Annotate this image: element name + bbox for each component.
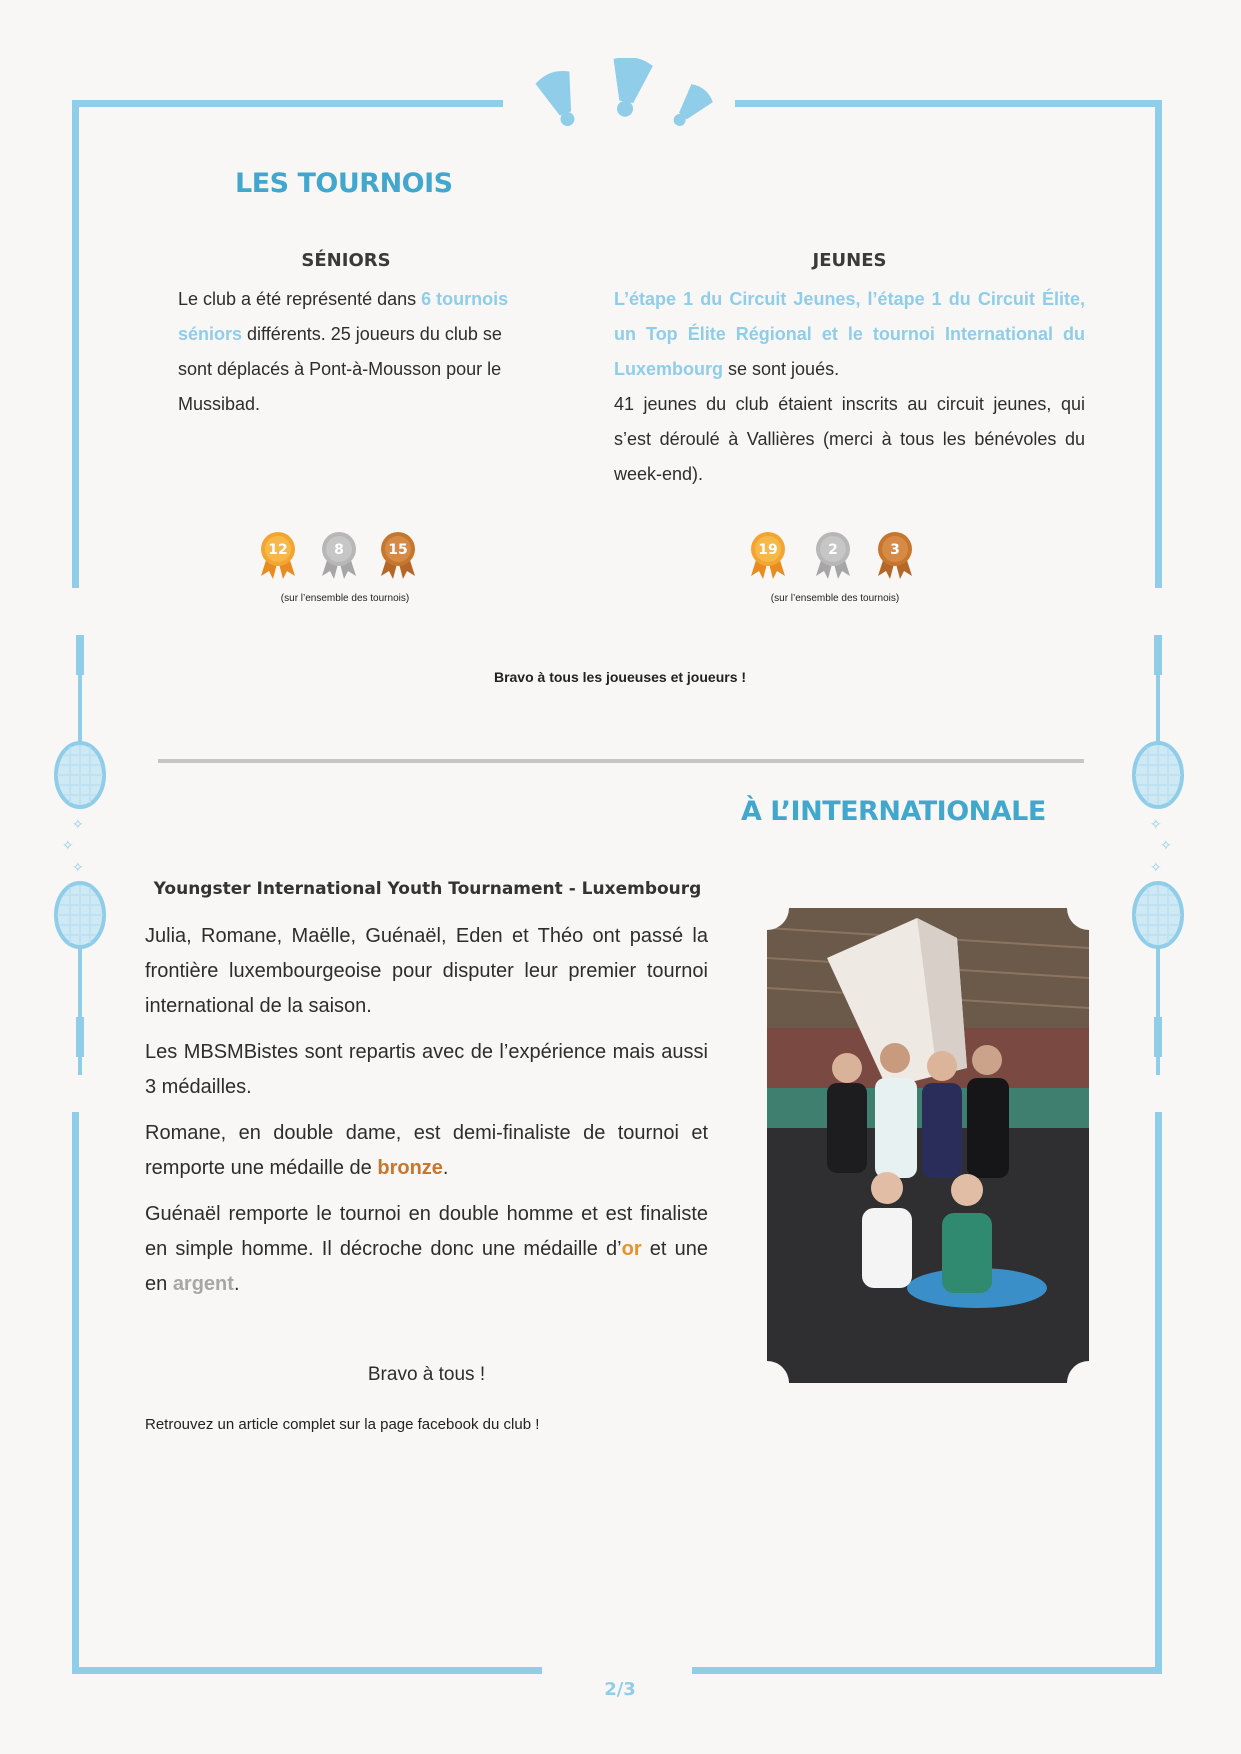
gold-medal-icon xyxy=(255,530,301,580)
svg-text:✧: ✧ xyxy=(1150,860,1162,876)
section-title-internationale: À L’INTERNATIONALE xyxy=(741,796,1046,827)
intl-p4-start: Guénaël remporte le tournoi en double homme et est finaliste en simple homme. Il décroche donc une médaille d’ xyxy=(145,1203,708,1260)
frame-top-left xyxy=(72,100,503,107)
intl-paragraph-3 xyxy=(145,1116,708,1186)
jeunes-medals xyxy=(735,530,935,620)
silver-word: argent xyxy=(172,1273,234,1295)
frame-bottom-left xyxy=(72,1667,542,1674)
seniors-text-start: Le club a été représenté dans xyxy=(178,289,422,309)
intl-p3-end: . xyxy=(442,1157,449,1179)
seniors-heading: SÉNIORS xyxy=(301,250,391,271)
section-divider xyxy=(158,759,1084,763)
left-racket-decoration xyxy=(50,635,110,1075)
seniors-text-highlight: 6 tournois séniors xyxy=(178,289,509,344)
team-photo xyxy=(767,908,1089,1383)
seniors-medals xyxy=(245,530,445,620)
section-title-tournois: LES TOURNOIS xyxy=(235,168,453,199)
frame-bottom-right xyxy=(692,1667,1162,1674)
intl-p4-end: . xyxy=(233,1273,240,1295)
silver-medal-icon xyxy=(810,530,856,580)
intl-paragraph-2: Les MBSMBistes sont repartis avec de l’expérience mais aussi 3 médailles. xyxy=(145,1041,708,1098)
seniors-text xyxy=(178,282,514,422)
tournament-subtitle: Youngster International Youth Tournament - Luxembourg xyxy=(153,879,702,899)
seniors-gold-count: 12 xyxy=(268,542,288,558)
seniors-text-end: différents. 25 joueurs du club se sont déplacés à Pont-à-Mousson pour le Mussibad. xyxy=(178,324,502,414)
svg-text:✧: ✧ xyxy=(1160,838,1172,854)
intl-bravo: Bravo à tous ! xyxy=(367,1364,486,1385)
seniors-bronze-count: 15 xyxy=(388,542,408,558)
jeunes-bronze-count: 3 xyxy=(890,542,900,558)
frame-right-upper xyxy=(1155,100,1162,588)
shuttlecock-icon xyxy=(530,58,720,140)
bronze-word: bronze xyxy=(377,1157,443,1179)
intl-p3-start: Romane, en double dame, est demi-finaliste de tournoi et remporte une médaille de xyxy=(145,1122,708,1179)
svg-text:✧: ✧ xyxy=(1150,817,1162,833)
bronze-medal-icon xyxy=(375,530,421,580)
jeunes-silver-count: 2 xyxy=(828,542,838,558)
gold-word: or xyxy=(621,1238,642,1260)
intl-paragraph-1: Julia, Romane, Maëlle, Guénaël, Eden et Théo ont passé la frontière luxembourgeoise pour disputer leur premier tournoi international de la saison. xyxy=(145,925,708,1017)
bronze-medal-icon xyxy=(872,530,918,580)
svg-text:✧: ✧ xyxy=(72,860,84,876)
page-number: 2/3 xyxy=(604,1679,636,1700)
jeunes-text-highlight: L’étape 1 du Circuit Jeunes, l’étape 1 du Circuit Élite, un Top Élite Régional et le tournoi International du Luxembourg xyxy=(614,289,1085,379)
seniors-silver-count: 8 xyxy=(334,542,344,558)
jeunes-medal-caption: (sur l’ensemble des tournois) xyxy=(770,593,900,604)
frame-top-right xyxy=(735,100,1162,107)
right-racket-decoration xyxy=(1128,635,1188,1075)
frame-left-lower xyxy=(72,1112,79,1674)
jeunes-text-second: 41 jeunes du club étaient inscrits au circuit jeunes, qui s’est déroulé à Vallières (merci à tous les bénévoles du week-end). xyxy=(614,394,1085,484)
jeunes-gold-count: 19 xyxy=(758,542,778,558)
seniors-medal-caption: (sur l’ensemble des tournois) xyxy=(280,593,410,604)
gold-medal-icon xyxy=(745,530,791,580)
jeunes-heading: JEUNES xyxy=(812,250,887,271)
svg-text:✧: ✧ xyxy=(72,817,84,833)
jeunes-text xyxy=(614,282,1085,492)
intl-paragraph-4 xyxy=(145,1197,708,1302)
intl-p4-middle: et une en xyxy=(145,1238,708,1295)
jeunes-text-end: se sont joués. xyxy=(723,359,840,379)
frame-right-lower xyxy=(1155,1112,1162,1674)
silver-medal-icon xyxy=(316,530,362,580)
facebook-note: Retrouvez un article complet sur la page facebook du club ! xyxy=(145,1416,540,1433)
frame-left-upper xyxy=(72,100,79,588)
internationale-text xyxy=(145,919,708,1313)
tournois-bravo: Bravo à tous les joueuses et joueurs ! xyxy=(493,669,747,685)
svg-text:✧: ✧ xyxy=(62,838,74,854)
